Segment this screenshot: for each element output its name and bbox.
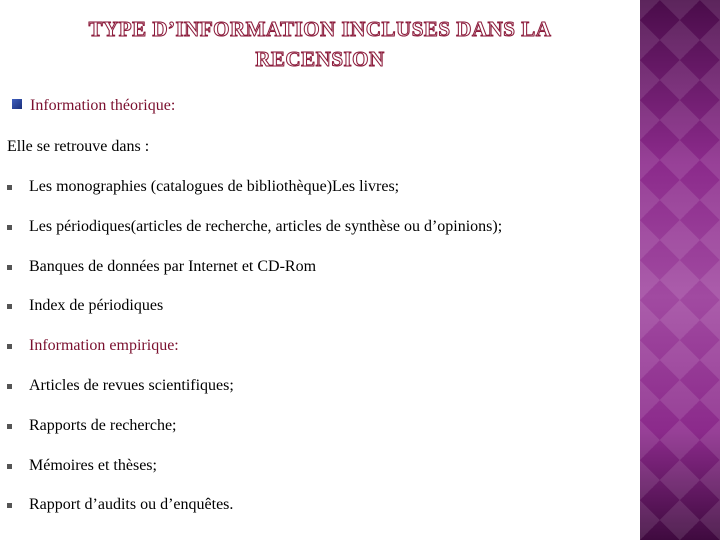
list-item: [7, 415, 502, 455]
square-bullet-icon: [7, 185, 12, 190]
list-item: [7, 256, 502, 296]
subheading-text: Information théorique:: [30, 97, 176, 114]
list-item: [7, 375, 502, 415]
list-item: [7, 176, 502, 216]
list-item-text: Les monographies (catalogues de bibliothèque)Les livres;: [29, 178, 400, 195]
square-bullet-icon: [7, 344, 12, 349]
list-item-text: Rapports de recherche;: [29, 416, 177, 434]
bullet-list: [7, 176, 502, 534]
list-item: [7, 216, 502, 256]
square-bullet-icon: [7, 265, 12, 270]
list-item-text: Banques de données par Internet et CD-Rom: [29, 257, 317, 275]
square-bullet-icon: [7, 384, 12, 389]
intro-text: Elle se retrouve dans :: [7, 138, 150, 155]
subheading: [12, 95, 175, 117]
decorative-side-panel: [640, 0, 720, 540]
slide-title: [0, 14, 640, 74]
square-bullet-icon: [7, 225, 12, 230]
list-item-text: Index de périodiques: [29, 297, 164, 315]
square-bullet-icon: [7, 304, 12, 309]
list-item: [7, 455, 502, 495]
square-bullet-icon: [12, 99, 22, 109]
list-item-text: Les périodiques(articles de recherche, articles de synthèse ou d’opinions);: [29, 217, 503, 235]
list-item-text: Rapport d’audits ou d’enquêtes.: [29, 496, 234, 514]
list-item-text: Articles de revues scientifiques;: [29, 376, 234, 394]
square-bullet-icon: [7, 503, 12, 508]
list-item: [7, 295, 502, 335]
list-item: [7, 494, 502, 534]
list-item-text: Information empirique:: [29, 337, 179, 355]
slide-title-line-1: TYPE D’INFORMATION INCLUSES DANS LA: [88, 17, 552, 41]
square-bullet-icon: [7, 424, 12, 429]
list-item-text: Mémoires et thèses;: [29, 456, 157, 474]
square-bullet-icon: [7, 464, 12, 469]
slide-title-line-2: RECENSION: [255, 47, 385, 71]
list-item-heading: [7, 335, 502, 375]
